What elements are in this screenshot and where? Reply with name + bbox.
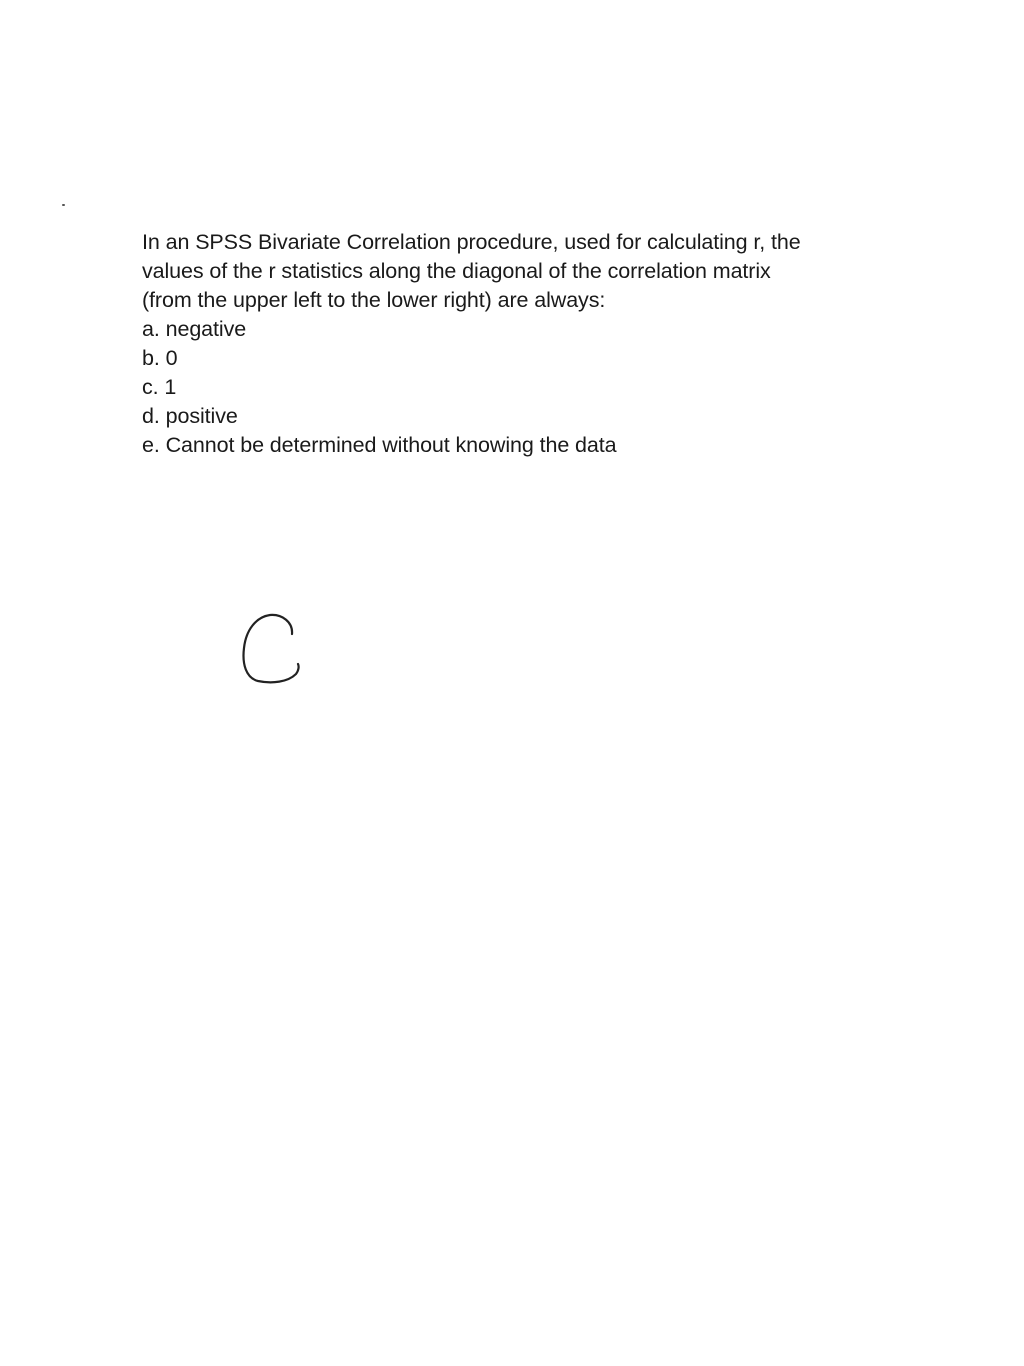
- question-text: In an SPSS Bivariate Correlation procedure, used for calculating r, the values of the r statistics along the diagonal of the correlation matrix (from the upper left to the lower right) are always:: [142, 230, 801, 312]
- handwritten-answer-c: [236, 608, 308, 688]
- option-e: e. Cannot be determined without knowing the data: [142, 433, 617, 457]
- option-c: c. 1: [142, 375, 177, 399]
- option-b: b. 0: [142, 346, 178, 370]
- option-a: a. negative: [142, 317, 247, 341]
- question-block: [142, 228, 822, 460]
- stray-mark: [62, 204, 65, 206]
- option-d: d. positive: [142, 404, 238, 428]
